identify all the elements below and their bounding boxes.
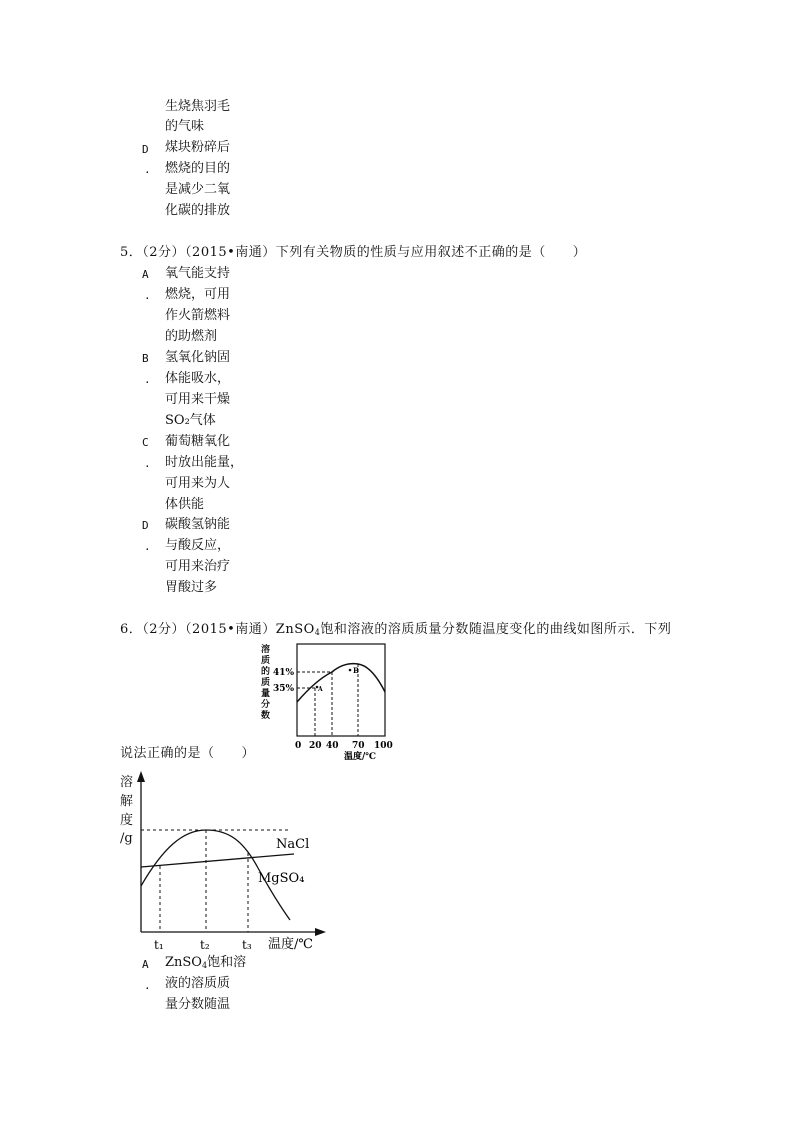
- q6-figure-1: [258, 640, 398, 762]
- fig1-point-a-label: A: [318, 686, 323, 693]
- fig2-nacl-line: [141, 854, 294, 867]
- q6-option-a-letter: A: [142, 958, 149, 971]
- fig1-x-tick: 20: [309, 741, 322, 751]
- q5-option-a-dot: .: [144, 289, 151, 302]
- fig1-x-tick: 70: [352, 741, 365, 751]
- q5-option-b-line: 体能吸水，: [165, 371, 231, 386]
- fig2-ylabel-char: 解: [120, 794, 134, 809]
- q4-option-c-line: 生烧焦羽毛: [165, 99, 231, 114]
- q5-option-a-line: 作火箭燃料: [165, 308, 231, 323]
- fig2-x-tick: t₃: [242, 938, 252, 952]
- fig2-x-arrow: [315, 928, 326, 936]
- q5-option-d-line: 可用来治疗: [165, 559, 231, 574]
- q4-option-d-dot: .: [144, 163, 151, 176]
- fig2-ylabel-char: /g: [120, 831, 133, 846]
- q4-option-d-line: 是减少二氧: [165, 182, 231, 197]
- fig1-ylabel-char: 质: [261, 678, 271, 688]
- fig2-x-tick: t₂: [200, 938, 210, 952]
- q4-option-d-line: 煤块粉碎后: [165, 140, 231, 155]
- fig1-ylabel-char: 质: [261, 656, 271, 666]
- fig1-y-tick: 35%: [273, 684, 295, 694]
- fig2-ylabel-char: 度: [120, 813, 134, 828]
- q5-option-c-line: 可用来为人: [165, 476, 231, 491]
- fig1-xlabel: 温度/℃: [344, 752, 377, 762]
- q5-option-b-line: 氢氧化钠固: [165, 350, 231, 365]
- fig1-x-tick: 0: [295, 741, 302, 751]
- q5-option-b-letter: B: [142, 352, 149, 365]
- q5-option-c-line: 时放出能量，: [165, 455, 244, 470]
- fig2-mgso4-label: MgSO₄: [258, 871, 305, 886]
- q4-option-d-line: 化碳的排放: [165, 203, 231, 218]
- q5-option-b-dot: .: [144, 373, 151, 386]
- fig1-ylabel-char: 的: [261, 667, 271, 677]
- q5-option-d-dot: .: [144, 540, 151, 553]
- fig1-x-tick: 40: [326, 741, 339, 751]
- q6-figure-2: [118, 768, 333, 956]
- fig1-plot-frame: [297, 644, 385, 736]
- q6-option-a-line: 量分数随温: [165, 997, 231, 1012]
- fig1-point-b: [349, 669, 352, 672]
- q6-stem-continuation: 说法正确的是（ ）: [120, 746, 256, 761]
- q6-stem: 6．（2分）（2015•南通）ZnSO$_4$饱和溶液的溶质质量分数随温度变化的曲线如图所示．下列: [120, 622, 672, 637]
- q4-option-d-letter: D: [142, 143, 149, 156]
- fig1-point-b-label: B: [353, 666, 359, 675]
- q5-option-d-line: 碳酸氢钠能: [165, 517, 231, 532]
- fig2-x-tick: t₁: [154, 938, 164, 952]
- fig1-curve: [297, 664, 385, 702]
- q5-option-a-line: 氧气能支持: [165, 266, 231, 281]
- fig1-ylabel-char: 数: [261, 711, 271, 721]
- fig1-y-tick: 41%: [273, 668, 295, 678]
- q5-option-d-letter: D: [142, 519, 149, 532]
- q5-option-c-line: 葡萄糖氧化: [165, 434, 231, 449]
- fig1-ylabel-char: 量: [261, 689, 271, 699]
- fig2-nacl-label: NaCl: [276, 837, 310, 852]
- q5-option-d-line: 胃酸过多: [165, 580, 218, 595]
- q6-option-a-line: ZnSO$_4$饱和溶: [165, 955, 247, 970]
- fig2-ylabel-char: 溶: [120, 775, 134, 790]
- q4-option-d-line: 燃烧的目的: [165, 161, 231, 176]
- q5-option-c-letter: C: [142, 436, 149, 449]
- q5-option-d-line: 与酸反应，: [165, 538, 231, 553]
- q5-option-a-line: 燃烧，可用: [165, 287, 231, 302]
- fig1-ylabel-char: 分: [261, 700, 271, 710]
- fig1-ylabel-char: 溶: [261, 645, 271, 655]
- fig2-xlabel: 温度/℃: [268, 937, 313, 952]
- fig1-x-tick: 100: [374, 741, 393, 751]
- q5-option-a-letter: A: [142, 268, 149, 281]
- q5-option-b-line: 可用来干燥: [165, 392, 231, 407]
- q6-option-a-dot: .: [144, 979, 151, 992]
- q5-option-c-line: 体供能: [165, 497, 205, 512]
- q6-option-a-line: 液的溶质质: [165, 976, 231, 991]
- q5-stem: 5．（2分）（2015•南通）下列有关物质的性质与应用叙述不正确的是（ ）: [120, 245, 587, 260]
- q5-option-b-line: SO₂气体: [165, 413, 216, 428]
- fig2-y-arrow: [137, 771, 145, 782]
- q5-option-a-line: 的助燃剂: [165, 329, 218, 344]
- q5-option-c-dot: .: [144, 457, 151, 470]
- q4-option-c-line: 的气味: [165, 119, 205, 134]
